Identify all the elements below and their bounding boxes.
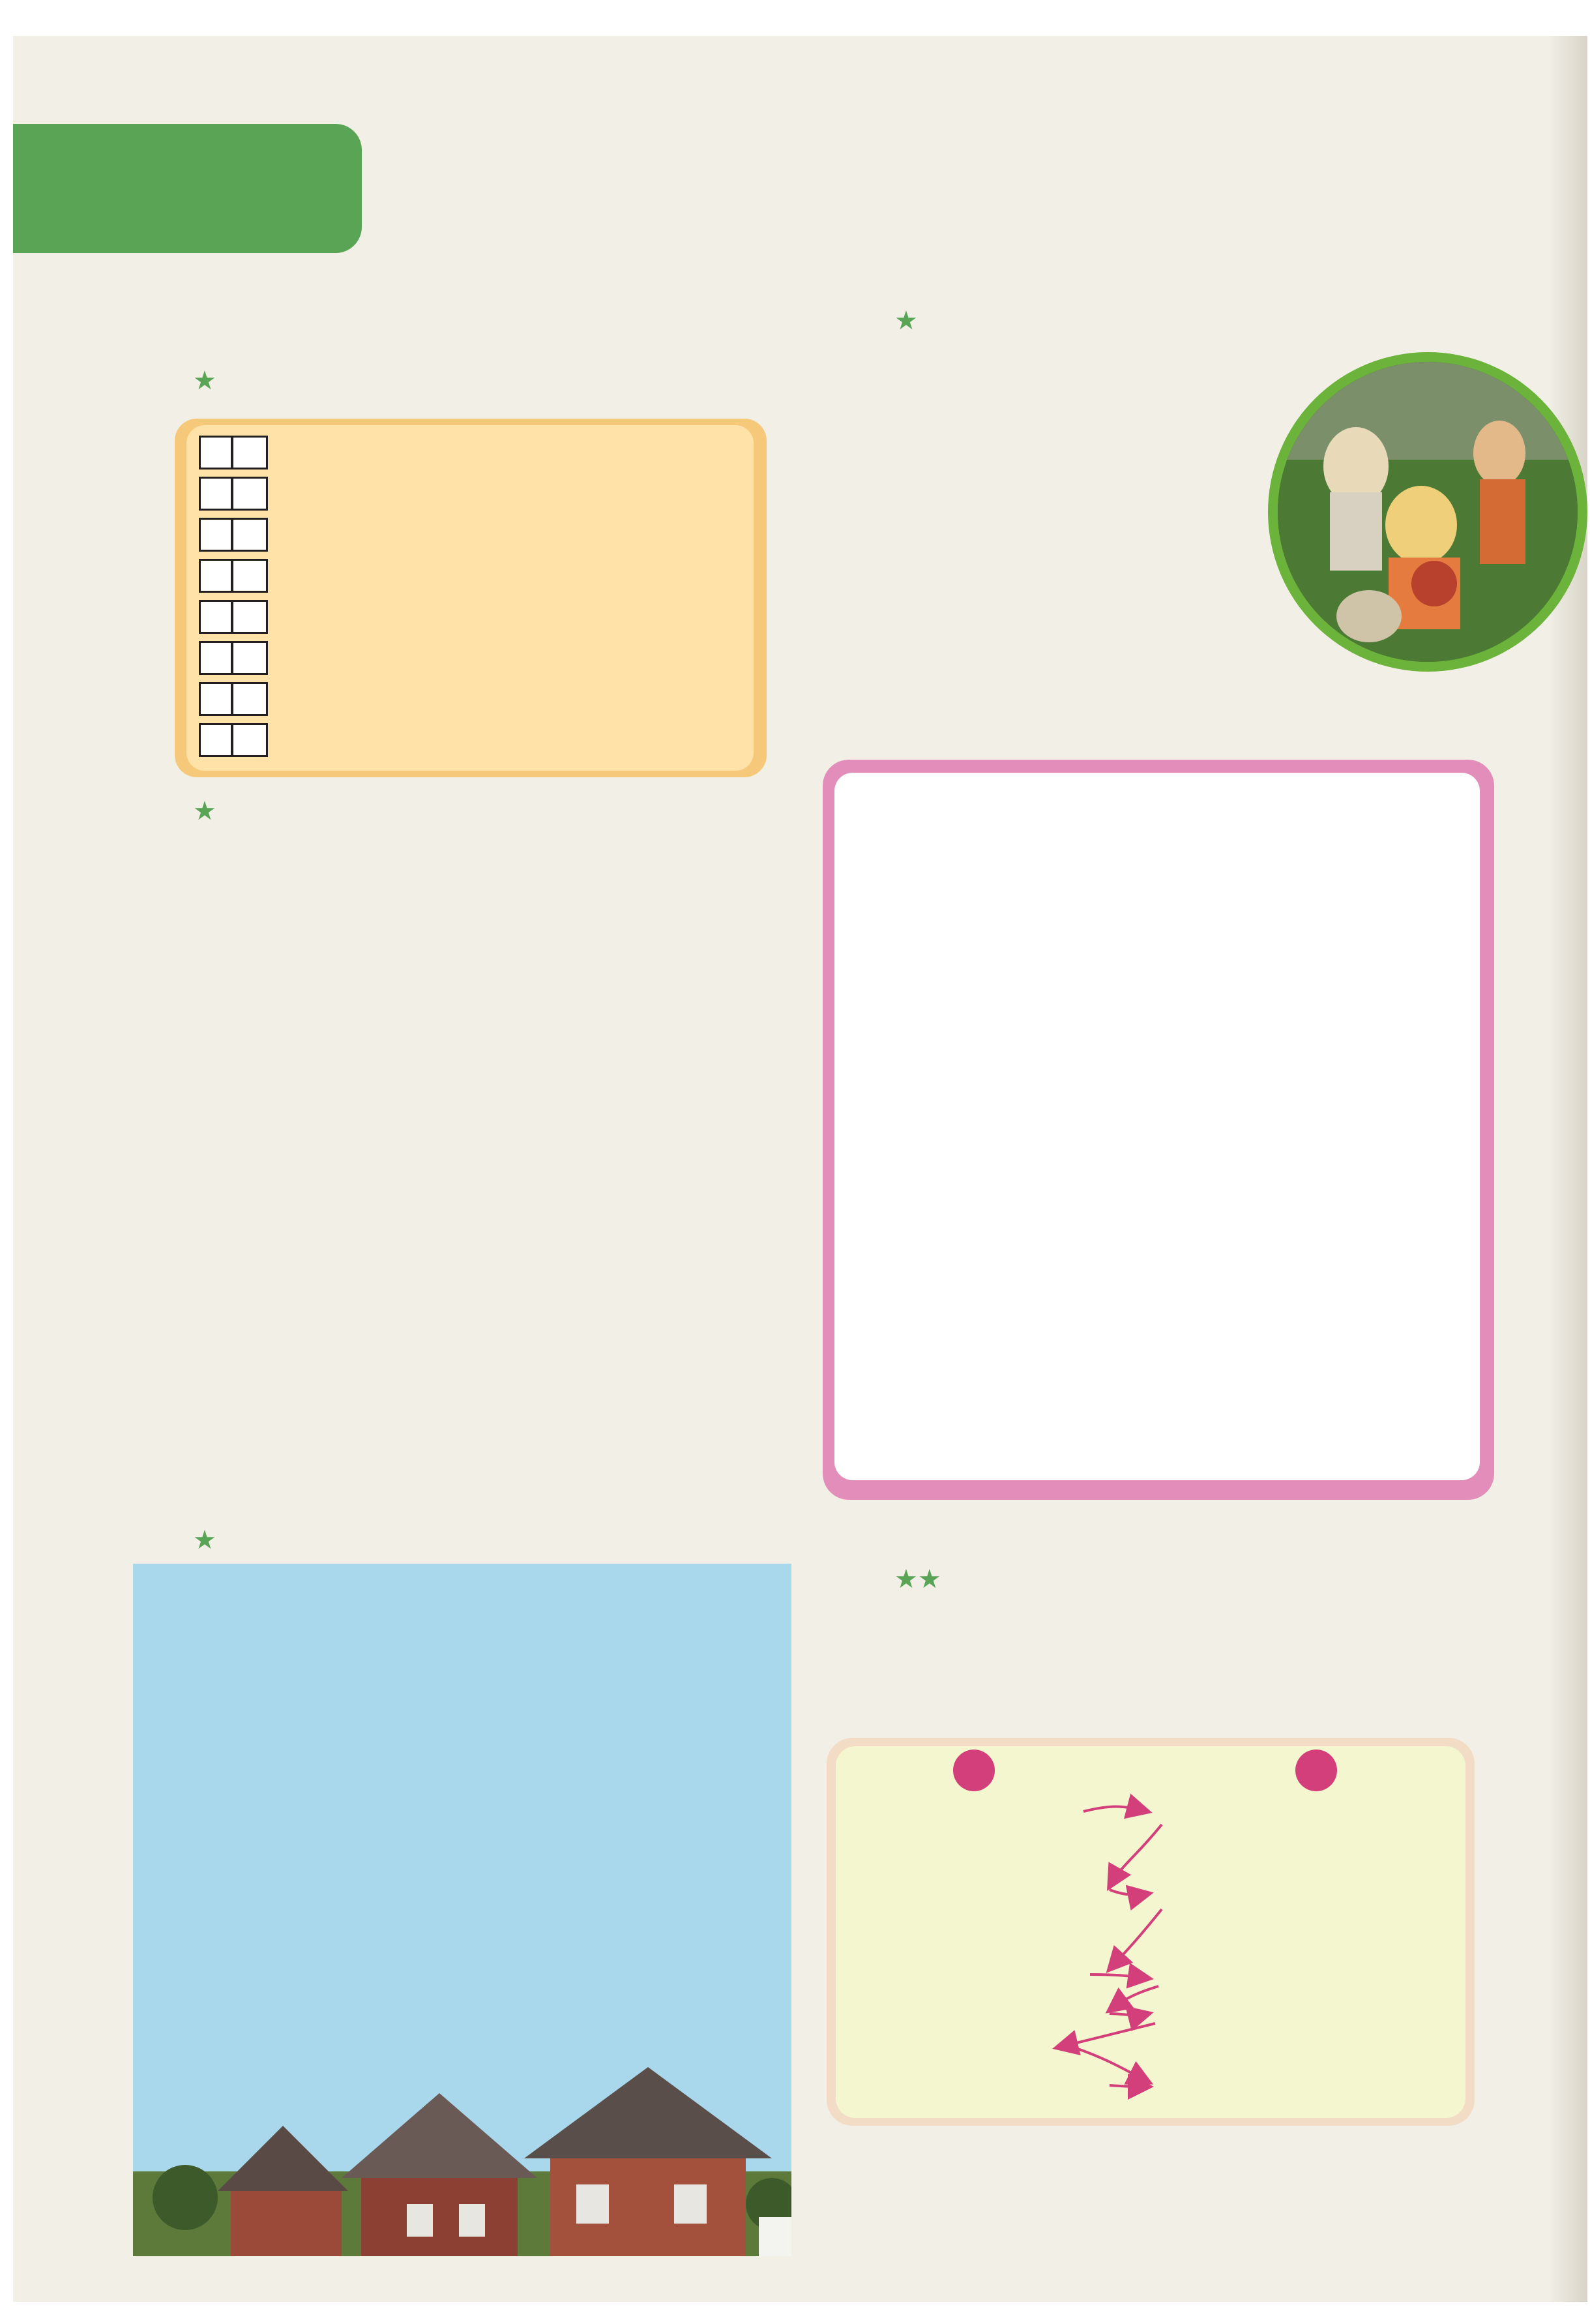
page-edge-shadow	[1548, 36, 1587, 2302]
unit-badge	[13, 124, 362, 253]
match-box	[186, 425, 754, 771]
answer-box[interactable]	[231, 518, 268, 552]
answer-box[interactable]	[231, 600, 268, 634]
answer-box[interactable]	[231, 436, 268, 469]
star-icon: ★	[193, 796, 216, 826]
answer-number-box	[199, 559, 233, 593]
ex4-instruction-1	[894, 1558, 941, 1600]
star-icon: ★	[193, 1525, 216, 1555]
answer-box[interactable]	[231, 559, 268, 593]
houses-photo	[133, 2054, 791, 2256]
ex2-instruction	[193, 1519, 216, 1561]
answer-number-box	[199, 600, 233, 634]
arrows-diagram	[836, 1746, 1465, 2118]
answer-number-box	[199, 682, 233, 716]
answer-number-box	[199, 436, 233, 469]
answer-box[interactable]	[231, 477, 268, 511]
answer-number-box	[199, 477, 233, 511]
ex1a-instruction	[193, 360, 216, 402]
star-icon: ★	[193, 366, 216, 396]
answer-box[interactable]	[231, 723, 268, 757]
answer-number-box	[199, 518, 233, 552]
star-icon: ★	[894, 306, 918, 336]
ex1b-instruction	[193, 790, 216, 832]
answer-number-box	[199, 723, 233, 757]
kids-photo	[1278, 362, 1578, 662]
answer-number-box	[199, 641, 233, 675]
answer-box[interactable]	[231, 641, 268, 675]
dialogue-box	[834, 773, 1480, 1480]
stars-icon: ★★	[894, 1564, 941, 1594]
ex3-instruction-1	[894, 300, 918, 342]
answer-box[interactable]	[231, 682, 268, 716]
